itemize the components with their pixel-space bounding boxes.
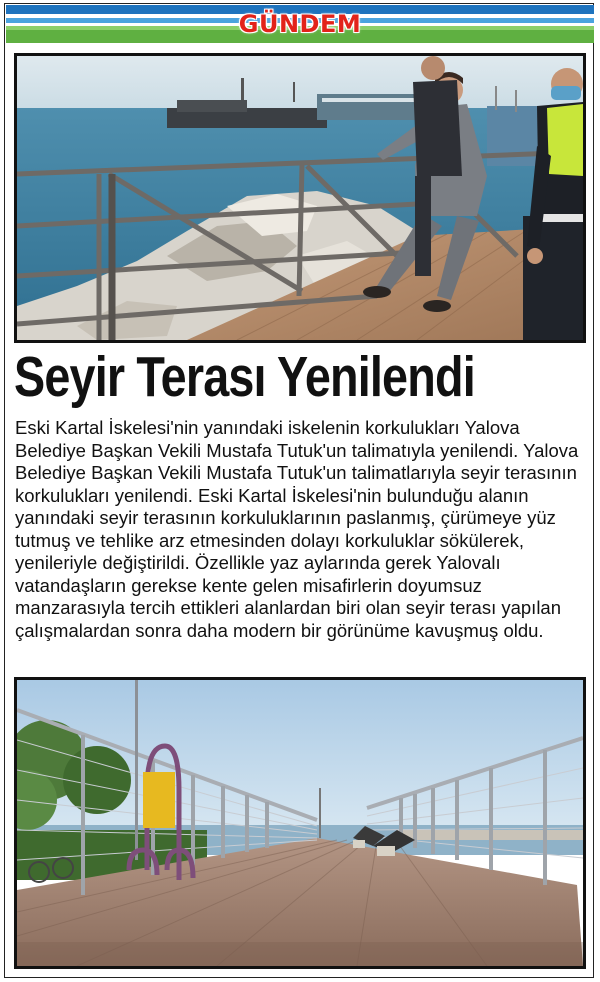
inspection-photo: [14, 53, 586, 343]
article-headline: Seyir Terası Yenilendi: [14, 345, 475, 409]
section-banner: [6, 5, 594, 43]
section-title: GÜNDEM: [238, 10, 362, 38]
article-body: Eski Kartal İskelesi'nin yanındaki iskelenin korkulukları Yalova Belediye Başkan Vekili Mustafa Tutuk'un talimatıyla yenilendi. Yalova Belediye Başkan Vekili Mustafa Tutuk'un talimatlarıyla seyir terasının korkulukları yenilendi. Eski Kartal İskelesi'nin bulunduğu alanın yanındaki seyir terasının korkuluklarının paslanmış, çürümeye yüz tutmuş ve tehlike arz etmesinden dolayı korkuluklar sökülerek, yenileriyle değiştirildi. Özellikle yaz aylarında gerek Yalovalı vatandaşların gerekse kente gelen misafirlerin doyumsuz manzarasıyla tercih ettikleri alanlardan biri olan seyir terası yapılan çalışmalardan sonra daha modern bir görünüme kavuşmuş oldu.: [15, 417, 579, 641]
terrace-photo: [14, 677, 586, 969]
